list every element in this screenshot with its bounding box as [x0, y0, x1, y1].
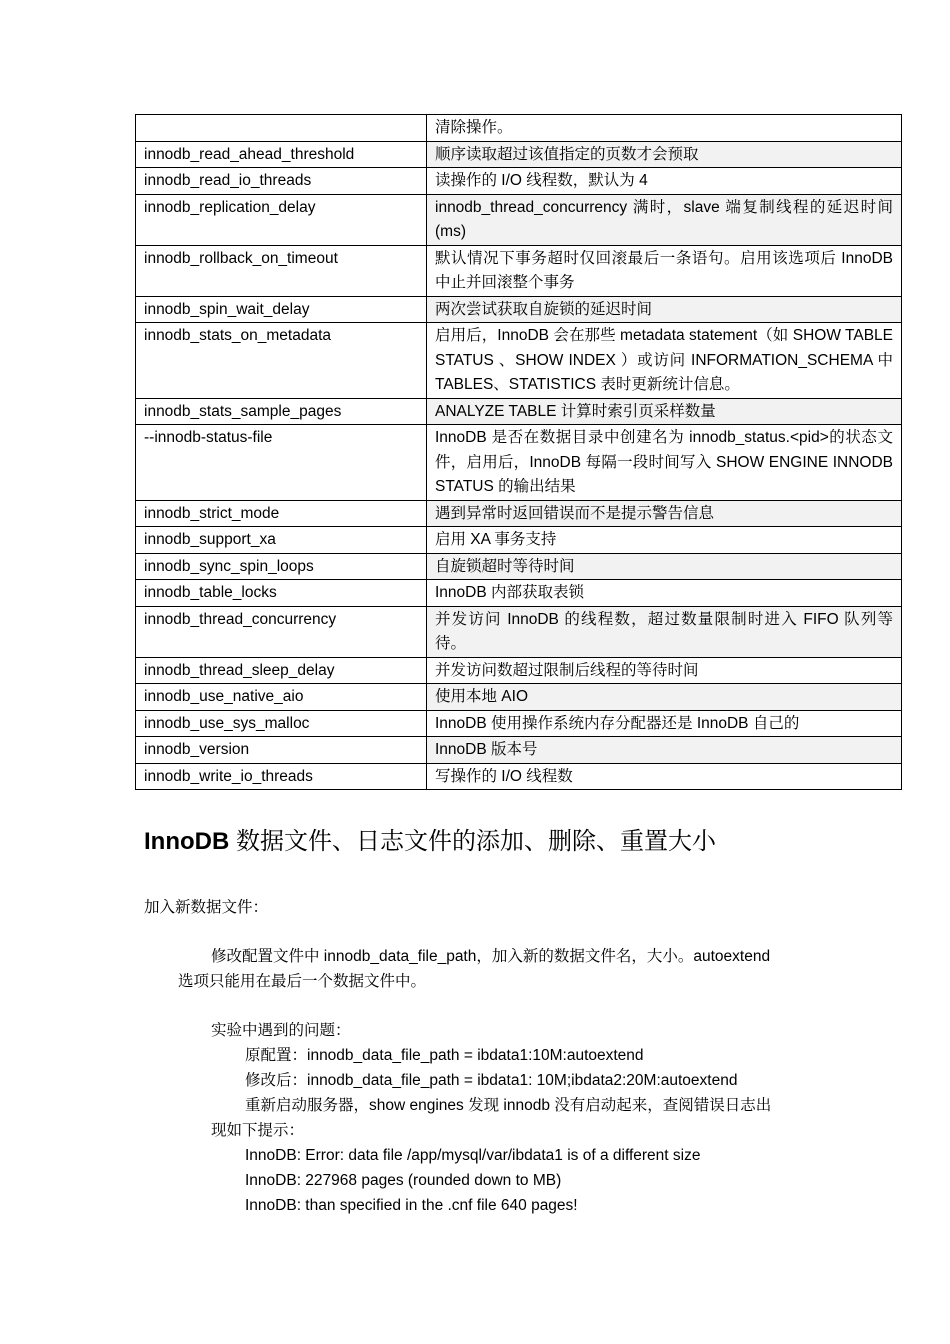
modified-config-line: 修改后：innodb_data_file_path = ibdata1: 10M;ibdata2:20M:autoextend	[245, 1072, 738, 1089]
table-row	[136, 425, 902, 501]
param-desc-cell: 并发访问 InnoDB 的线程数，超过数量限制时进入 FIFO 队列等待。	[427, 606, 902, 657]
param-desc-cell: 启用后，InnoDB 会在那些 metadata statement（如 SHOW TABLE STATUS 、SHOW INDEX ）或访问 INFORMATION_SCHEMA 中 TABLES、STATISTICS 表时更新统计信息。	[427, 323, 902, 399]
param-desc-cell: 顺序读取超过该值指定的页数才会预取	[427, 141, 902, 168]
table-row	[136, 580, 902, 607]
param-name-cell: innodb_replication_delay	[136, 194, 427, 245]
table-row	[136, 657, 902, 684]
param-desc-cell: 使用本地 AIO	[427, 684, 902, 711]
parameter-table	[135, 114, 902, 790]
paragraph-line: 修改配置文件中 innodb_data_file_path，加入新的数据文件名，大小。autoextend	[211, 948, 771, 965]
param-name-cell: innodb_sync_spin_loops	[136, 553, 427, 580]
param-name-cell: innodb_strict_mode	[136, 500, 427, 527]
table-row	[136, 763, 902, 790]
param-desc-cell: 清除操作。	[427, 115, 902, 142]
param-name-cell: innodb_thread_concurrency	[136, 606, 427, 657]
table-row	[136, 194, 902, 245]
param-name-cell: innodb_spin_wait_delay	[136, 296, 427, 323]
table-row	[136, 398, 902, 425]
table-row	[136, 141, 902, 168]
param-name-cell: innodb_read_ahead_threshold	[136, 141, 427, 168]
original-config-line: 原配置：innodb_data_file_path = ibdata1:10M:autoextend	[245, 1047, 644, 1064]
table-row	[136, 684, 902, 711]
table-row	[136, 245, 902, 296]
param-desc-cell: 读操作的 I/O 线程数，默认为 4	[427, 168, 902, 195]
param-desc-cell: InnoDB 版本号	[427, 737, 902, 764]
param-name-cell: innodb_stats_on_metadata	[136, 323, 427, 399]
intro-text: 加入新数据文件：	[144, 899, 269, 916]
param-desc-cell: 写操作的 I/O 线程数	[427, 763, 902, 790]
param-desc-cell: 自旋锁超时等待时间	[427, 553, 902, 580]
param-name-cell: innodb_use_native_aio	[136, 684, 427, 711]
param-desc-cell: InnoDB 使用操作系统内存分配器还是 InnoDB 自己的	[427, 710, 902, 737]
param-name-cell: innodb_stats_sample_pages	[136, 398, 427, 425]
param-name-cell	[136, 115, 427, 142]
param-desc-cell: innodb_thread_concurrency 满时，slave 端复制线程的延迟时间(ms)	[427, 194, 902, 245]
table-row	[136, 710, 902, 737]
table-row	[136, 527, 902, 554]
section-heading	[144, 824, 716, 860]
param-name-cell: innodb_table_locks	[136, 580, 427, 607]
table-row	[136, 553, 902, 580]
param-name-cell: innodb_version	[136, 737, 427, 764]
table-row	[136, 500, 902, 527]
param-desc-cell: InnoDB 内部获取表锁	[427, 580, 902, 607]
heading-bold-innodb: InnoDB	[144, 828, 230, 855]
error-log-line: InnoDB: than specified in the .cnf file 640 pages!	[245, 1197, 578, 1214]
heading-text: 数据文件、日志文件的添加、删除、重置大小	[229, 828, 716, 855]
restart-line: 现如下提示：	[211, 1122, 305, 1139]
param-desc-cell: 并发访问数超过限制后线程的等待时间	[427, 657, 902, 684]
param-name-cell: --innodb-status-file	[136, 425, 427, 501]
param-desc-cell: 两次尝试获取自旋锁的延迟时间	[427, 296, 902, 323]
param-name-cell: innodb_thread_sleep_delay	[136, 657, 427, 684]
param-desc-cell: 默认情况下事务超时仅回滚最后一条语句。启用该选项后 InnoDB 中止并回滚整个事务	[427, 245, 902, 296]
param-desc-cell: ANALYZE TABLE 计算时索引页采样数量	[427, 398, 902, 425]
table-row	[136, 296, 902, 323]
error-log-line: InnoDB: 227968 pages (rounded down to MB)	[245, 1172, 562, 1189]
param-name-cell: innodb_rollback_on_timeout	[136, 245, 427, 296]
restart-line: 重新启动服务器，show engines 发现 innodb 没有启动起来，查阅错误日志出	[245, 1097, 772, 1114]
error-log-line: InnoDB: Error: data file /app/mysql/var/ibdata1 is of a different size	[245, 1147, 701, 1164]
param-desc-cell: InnoDB 是否在数据目录中创建名为 innodb_status.<pid>的状态文件，启用后，InnoDB 每隔一段时间写入 SHOW ENGINE INNODB STATUS 的输出结果	[427, 425, 902, 501]
problem-title: 实验中遇到的问题：	[211, 1022, 351, 1039]
param-name-cell: innodb_read_io_threads	[136, 168, 427, 195]
param-name-cell: innodb_support_xa	[136, 527, 427, 554]
table-row	[136, 115, 902, 142]
param-name-cell: innodb_use_sys_malloc	[136, 710, 427, 737]
paragraph-line: 选项只能用在最后一个数据文件中。	[178, 973, 427, 990]
table-row	[136, 323, 902, 399]
parameter-table-body	[136, 115, 902, 790]
table-row	[136, 606, 902, 657]
param-desc-cell: 遇到异常时返回错误而不是提示警告信息	[427, 500, 902, 527]
table-row	[136, 168, 902, 195]
param-desc-cell: 启用 XA 事务支持	[427, 527, 902, 554]
param-name-cell: innodb_write_io_threads	[136, 763, 427, 790]
table-row	[136, 737, 902, 764]
